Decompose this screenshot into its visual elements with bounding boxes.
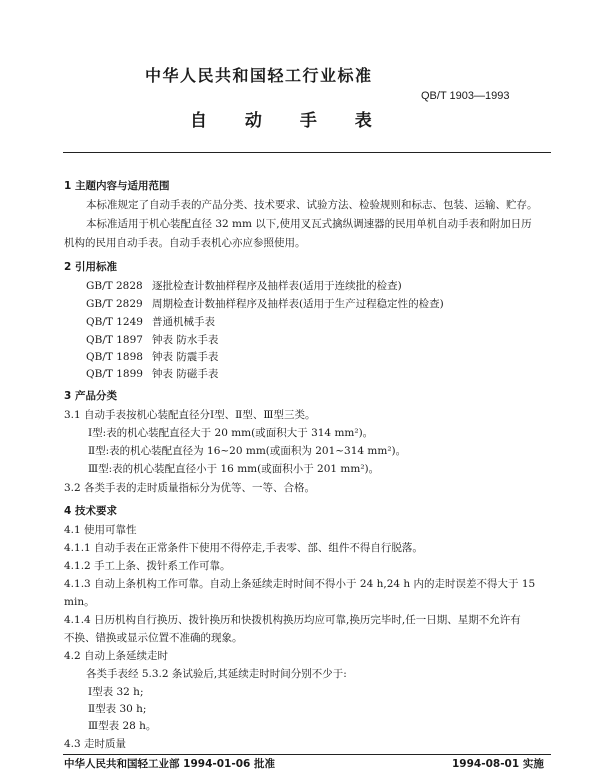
clause-3-2: 3.2 各类手表的走时质量指标分为优等、一等、合格。 bbox=[64, 482, 316, 494]
document-title: 自 动 手 表 bbox=[190, 111, 388, 131]
clause-4-1-2: 4.1.2 手工上条、拨针系工作可靠。 bbox=[64, 560, 231, 572]
reference-code: QB/T 1898 bbox=[86, 351, 143, 363]
clause-4-2-type-3: Ⅲ型表 28 h。 bbox=[88, 720, 157, 732]
reference-title: 钟表 防磁手表 bbox=[152, 368, 219, 380]
clause-4-1-4a: 4.1.4 日历机构自行换历、拨针换历和快拨机构换历均应可靠,换历完毕时,任一日期、星期不允许有 bbox=[64, 614, 521, 626]
reference-code: QB/T 1899 bbox=[86, 368, 143, 380]
clause-3-1-type-1: Ⅰ型:表的机心装配直径大于 20 mm(或面积大于 314 mm²)。 bbox=[88, 427, 374, 439]
clause-4-2-paragraph: 各类手表经 5.3.2 条试验后,其延续走时时间分别不少于: bbox=[86, 668, 347, 680]
clause-4-1-4b: 不换、错换或显示位置不准确的现象。 bbox=[64, 632, 243, 644]
reference-row bbox=[86, 333, 218, 347]
reference-code: GB/T 2829 bbox=[86, 298, 143, 310]
section-1-paragraph-2b: 机构的民用自动手表。自动手表机心亦应参照使用。 bbox=[64, 237, 306, 249]
reference-title: 周期检查计数抽样程序及抽样表(适用于生产过程稳定性的检查) bbox=[152, 298, 444, 310]
section-2-heading: 2 引用标准 bbox=[64, 261, 117, 273]
reference-title: 普通机械手表 bbox=[152, 316, 215, 328]
reference-row bbox=[86, 350, 218, 364]
reference-row bbox=[86, 367, 218, 381]
reference-code: GB/T 2828 bbox=[86, 280, 143, 292]
section-1-paragraph-1: 本标准规定了自动手表的产品分类、技术要求、试验方法、检验规则和标志、包装、运输、贮存。 bbox=[86, 199, 538, 211]
reference-code: QB/T 1897 bbox=[86, 334, 143, 346]
reference-row bbox=[86, 279, 402, 293]
approval-info: 中华人民共和国轻工业部 1994-01-06 批准 bbox=[64, 758, 275, 770]
reference-row bbox=[86, 297, 444, 311]
header-rule bbox=[63, 152, 551, 153]
standard-organization: 中华人民共和国轻工行业标准 bbox=[145, 66, 373, 85]
clause-4-1-3a: 4.1.3 自动上条机构工作可靠。自动上条延续走时时间不得小于 24 h,24 h 内的走时误差不得大于 15 bbox=[64, 578, 536, 590]
clause-4-3: 4.3 走时质量 bbox=[64, 738, 127, 750]
clause-4-1-1: 4.1.1 自动手表在正常条件下使用不得停走,手表零、部、组件不得自行脱落。 bbox=[64, 542, 423, 554]
reference-title: 钟表 防水手表 bbox=[152, 334, 219, 346]
section-1-paragraph-2a: 本标准适用于机心装配直径 32 mm 以下,使用叉瓦式擒纵调速器的民用单机自动手表和附加日历 bbox=[86, 218, 532, 230]
clause-4-2-type-1: Ⅰ型表 32 h; bbox=[88, 686, 144, 698]
clause-3-1-type-2: Ⅱ型:表的机心装配直径为 16~20 mm(或面积为 201~314 mm²)。 bbox=[88, 445, 407, 457]
standard-code: QB/T 1903—1993 bbox=[421, 90, 510, 102]
reference-code: QB/T 1249 bbox=[86, 316, 143, 328]
footer-rule bbox=[63, 754, 551, 755]
reference-title: 逐批检查计数抽样程序及抽样表(适用于连续批的检查) bbox=[152, 280, 402, 292]
section-1-heading: 1 主题内容与适用范围 bbox=[64, 180, 170, 192]
section-4-heading: 4 技术要求 bbox=[64, 505, 117, 517]
clause-4-2-type-2: Ⅱ型表 30 h; bbox=[88, 703, 147, 715]
clause-3-1: 3.1 自动手表按机心装配直径分Ⅰ型、Ⅱ型、Ⅲ型三类。 bbox=[64, 409, 316, 421]
implementation-date: 1994-08-01 实施 bbox=[452, 758, 544, 770]
clause-3-1-type-3: Ⅲ型:表的机心装配直径小于 16 mm(或面积小于 201 mm²)。 bbox=[88, 463, 380, 475]
section-3-heading: 3 产品分类 bbox=[64, 390, 117, 402]
reference-title: 钟表 防震手表 bbox=[152, 351, 219, 363]
reference-row bbox=[86, 315, 215, 329]
clause-4-1: 4.1 使用可靠性 bbox=[64, 524, 137, 536]
clause-4-2: 4.2 自动上条延续走时 bbox=[64, 650, 169, 662]
clause-4-1-3b: min。 bbox=[64, 596, 95, 608]
